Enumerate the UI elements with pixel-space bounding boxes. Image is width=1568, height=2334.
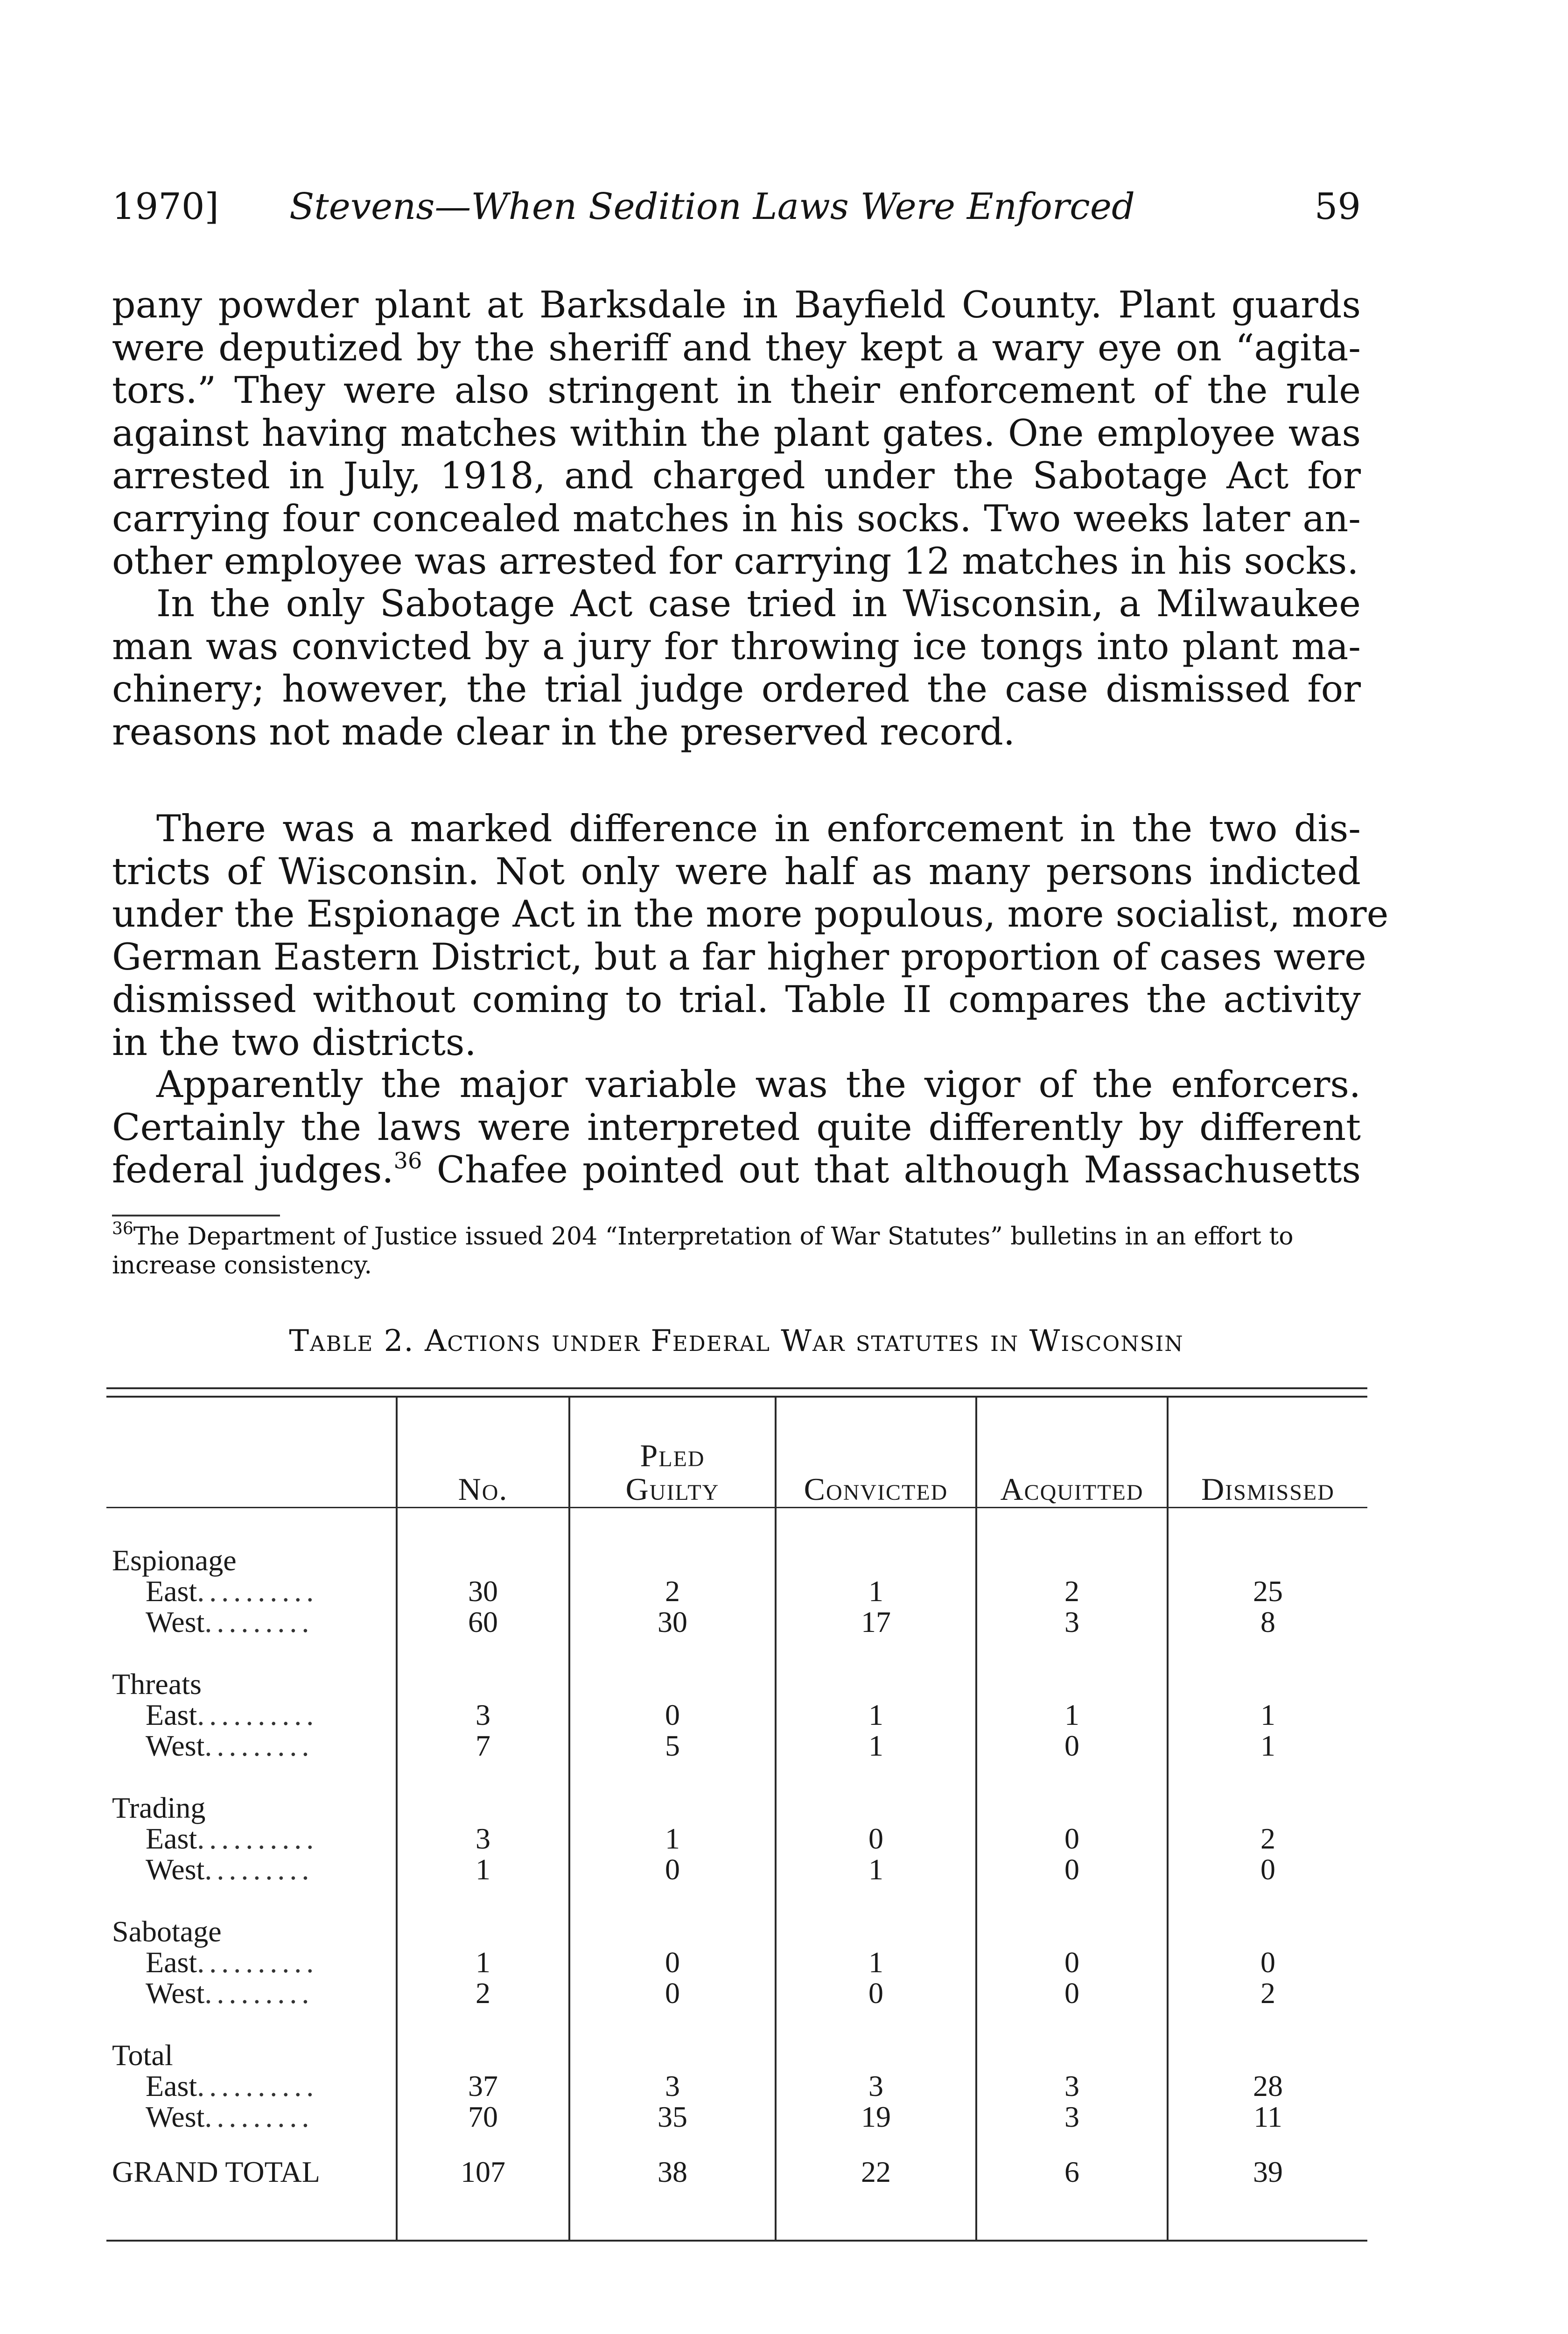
column-header-line: Dismissed	[1201, 1471, 1335, 1507]
text-line: under the Espionage Act in the more populous, more socialist, more	[112, 893, 1389, 935]
text-line: There was a marked difference in enforcement in the two dis-	[156, 807, 1361, 850]
cell-pled-guilty: 0	[665, 1976, 680, 2010]
grand-total-row	[106, 2157, 1367, 2187]
cell-no: 2	[476, 1976, 490, 2010]
cell-convicted: 0	[868, 1976, 883, 2010]
cell-no: 107	[461, 2155, 505, 2188]
cell-no: 3	[476, 1822, 490, 1855]
cell-dismissed: 28	[1253, 2069, 1283, 2102]
table-row	[106, 2071, 1367, 2102]
text-line	[112, 1149, 1361, 1192]
paragraph-sabotage-case	[112, 583, 1361, 753]
text-line: reasons not made clear in the preserved record.	[112, 710, 1015, 753]
running-title: Stevens—When Sedition Laws Were Enforced	[289, 186, 1135, 228]
cell-acquitted: 6	[1064, 2155, 1079, 2188]
paragraph-continuation	[112, 284, 1361, 583]
column-header-no	[398, 1427, 568, 1506]
cell-dismissed: 11	[1253, 2100, 1282, 2133]
table-group-row	[106, 2040, 1367, 2071]
text-line: man was convicted by a jury for throwing ice tongs into plant ma-	[112, 625, 1361, 668]
cell-dismissed: 25	[1253, 1575, 1283, 1608]
cell-convicted: 22	[861, 2155, 891, 2188]
actions-table	[106, 1382, 1367, 2250]
paragraph-district-difference	[112, 807, 1389, 1064]
cell-convicted: 1	[868, 1729, 883, 1762]
text-line: carrying four concealed matches in his socks. Two weeks later an-	[112, 497, 1361, 540]
cell-pled-guilty: 0	[665, 1853, 680, 1886]
row-label: East..........	[146, 1822, 319, 1855]
cell-acquitted: 3	[1064, 2100, 1079, 2133]
cell-pled-guilty: 35	[658, 2100, 687, 2133]
column-header-line: Acquitted	[1000, 1471, 1144, 1507]
row-label: East..........	[146, 2069, 319, 2102]
text-line: other employee was arrested for carrying 12 matches in his socks.	[112, 540, 1359, 583]
text-fragment: federal judges.	[112, 1148, 394, 1191]
column-header-dismissed	[1169, 1427, 1367, 1506]
cell-acquitted: 3	[1064, 1605, 1079, 1638]
text-fragment: Chafee pointed out that although Massachusetts	[422, 1148, 1361, 1191]
cell-dismissed: 1	[1260, 1698, 1275, 1731]
cell-convicted: 1	[868, 1575, 883, 1608]
cell-acquitted: 0	[1064, 1822, 1079, 1855]
row-label: West.........	[146, 2100, 314, 2133]
running-header	[112, 186, 1361, 237]
row-label: East..........	[146, 1946, 319, 1979]
text-line: tors.” They were also stringent in their enforcement of the rule	[112, 369, 1361, 412]
table-row	[106, 1947, 1367, 1978]
cell-convicted: 17	[861, 1605, 891, 1638]
cell-pled-guilty: 0	[665, 1946, 680, 1979]
cell-convicted: 1	[868, 1946, 883, 1979]
cell-convicted: 3	[868, 2069, 883, 2102]
table-group-row	[106, 1916, 1367, 1947]
row-label: West.........	[146, 1729, 314, 1762]
row-label: West.........	[146, 1605, 314, 1638]
cell-no: 30	[468, 1575, 498, 1608]
cell-convicted: 19	[861, 2100, 891, 2133]
cell-no: 60	[468, 1605, 498, 1638]
cell-pled-guilty: 3	[665, 2069, 680, 2102]
cell-no: 70	[468, 2100, 498, 2133]
group-label: Threats	[112, 1667, 202, 1701]
cell-dismissed: 39	[1253, 2155, 1283, 2188]
cell-no: 1	[476, 1946, 490, 1979]
table-row	[106, 1823, 1367, 1854]
table-bottom-rule	[106, 2240, 1367, 2242]
cell-no: 37	[468, 2069, 498, 2102]
text-line: Certainly the laws were interpreted quite differently by different	[112, 1105, 1361, 1149]
group-label: Total	[112, 2039, 173, 2072]
footnote-36	[112, 1219, 1361, 1280]
text-line: were deputized by the sheriff and they kept a wary eye on “agita-	[112, 326, 1361, 369]
column-header-line: Pled	[640, 1438, 705, 1473]
table-top-rule	[106, 1387, 1367, 1389]
paragraph-enforcers	[112, 1063, 1361, 1192]
column-header-acquitted	[977, 1427, 1167, 1506]
row-label: West.........	[146, 1976, 314, 2010]
table-row	[106, 1978, 1367, 2009]
table-row	[106, 1576, 1367, 1607]
table-group-row	[106, 1669, 1367, 1700]
cell-convicted: 1	[868, 1853, 883, 1886]
footnote-text: The Department of Justice issued 204 “Interpretation of War Statutes” bulletins in an effort to increase consistency.	[112, 1223, 1294, 1279]
cell-pled-guilty: 0	[665, 1698, 680, 1731]
table-row	[106, 1607, 1367, 1638]
cell-acquitted: 3	[1064, 2069, 1079, 2102]
cell-dismissed: 0	[1260, 1946, 1275, 1979]
text-line: Apparently the major variable was the vigor of the enforcers.	[156, 1063, 1361, 1106]
cell-acquitted: 0	[1064, 1853, 1079, 1886]
text-line: tricts of Wisconsin. Not only were half as many persons indicted	[112, 850, 1361, 893]
cell-no: 3	[476, 1698, 490, 1731]
group-label: Espionage	[112, 1544, 237, 1577]
cell-acquitted: 0	[1064, 1729, 1079, 1762]
cell-no: 1	[476, 1853, 490, 1886]
cell-dismissed: 2	[1260, 1976, 1275, 2010]
table-caption: Table 2. Actions under Federal War statutes in Wisconsin	[289, 1324, 1184, 1358]
table-row	[106, 1730, 1367, 1761]
header-year: 1970]	[112, 186, 219, 228]
table-row	[106, 2102, 1367, 2132]
footnote-marker: 36	[112, 1219, 133, 1238]
table-row	[106, 1854, 1367, 1885]
cell-pled-guilty: 1	[665, 1822, 680, 1855]
text-line: pany powder plant at Barksdale in Bayfield County. Plant guards	[112, 283, 1361, 326]
cell-pled-guilty: 5	[665, 1729, 680, 1762]
cell-no: 7	[476, 1729, 490, 1762]
cell-convicted: 1	[868, 1698, 883, 1731]
cell-acquitted: 2	[1064, 1575, 1079, 1608]
table-header-rule	[106, 1507, 1367, 1508]
cell-convicted: 0	[868, 1822, 883, 1855]
column-header-convicted	[777, 1427, 975, 1506]
cell-dismissed: 1	[1260, 1729, 1275, 1762]
table-row	[106, 1700, 1367, 1730]
page-number: 59	[1314, 186, 1361, 228]
row-label: East..........	[146, 1575, 319, 1608]
row-label: East..........	[146, 1698, 319, 1731]
footnote-ref-36: 36	[393, 1148, 422, 1174]
table-top-rule-double	[106, 1396, 1367, 1398]
text-line: in the two districts.	[112, 1020, 476, 1064]
text-line: arrested in July, 1918, and charged under the Sabotage Act for	[112, 454, 1361, 497]
column-header-pled-guilty	[570, 1427, 775, 1506]
group-label: Trading	[112, 1791, 206, 1824]
cell-dismissed: 8	[1260, 1605, 1275, 1638]
footnote-rule	[112, 1215, 280, 1216]
cell-pled-guilty: 30	[658, 1605, 687, 1638]
column-header-line: Guilty	[625, 1471, 720, 1507]
grand-total-label: GRAND TOTAL	[112, 2155, 320, 2188]
column-header-line: Convicted	[804, 1471, 948, 1507]
cell-dismissed: 2	[1260, 1822, 1275, 1855]
table-group-row	[106, 1545, 1367, 1576]
group-label: Sabotage	[112, 1915, 222, 1948]
row-label: West.........	[146, 1853, 314, 1886]
table-group-row	[106, 1793, 1367, 1823]
cell-acquitted: 0	[1064, 1946, 1079, 1979]
cell-acquitted: 1	[1064, 1698, 1079, 1731]
column-header-line: No.	[458, 1471, 508, 1507]
text-line: against having matches within the plant gates. One employee was	[112, 411, 1361, 455]
cell-dismissed: 0	[1260, 1853, 1275, 1886]
text-line: In the only Sabotage Act case tried in Wisconsin, a Milwaukee	[156, 582, 1361, 625]
cell-pled-guilty: 2	[665, 1575, 680, 1608]
cell-acquitted: 0	[1064, 1976, 1079, 2010]
cell-pled-guilty: 38	[658, 2155, 687, 2188]
text-line: German Eastern District, but a far higher proportion of cases were	[112, 935, 1366, 978]
text-line: chinery; however, the trial judge ordered the case dismissed for	[112, 668, 1361, 710]
text-line: dismissed without coming to trial. Table II compares the activity	[112, 978, 1361, 1021]
